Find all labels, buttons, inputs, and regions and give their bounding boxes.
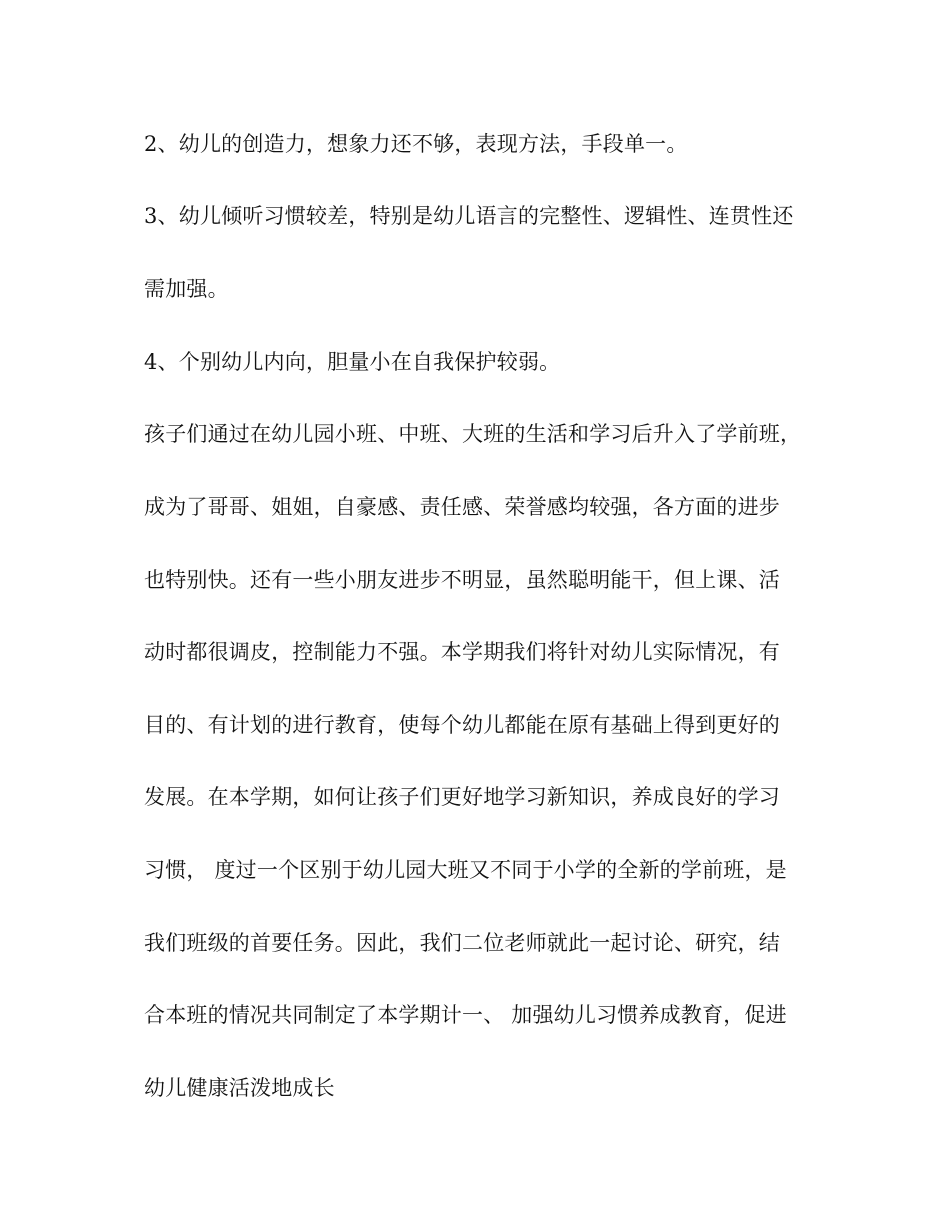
- text-line: 发展。在本学期，如何让孩子们更好地学习新知识，养成良好的学习: [144, 785, 780, 809]
- text-line: 2、幼儿的创造力，想象力还不够，表现方法，手段单一。: [144, 132, 688, 156]
- text-line: 我们班级的首要任务。因此，我们二位老师就此一起讨论、研究，结: [144, 931, 780, 955]
- text-line: 孩子们通过在幼儿园小班、中班、大班的生活和学习后升入了学前班，: [144, 422, 802, 446]
- text-line: 4、个别幼儿内向，胆量小在自我保护较弱。: [144, 350, 561, 374]
- text-line: 动时都很调皮，控制能力不强。本学期我们将针对幼儿实际情况，有: [144, 640, 780, 664]
- text-line: 3、幼儿倾听习惯较差，特别是幼儿语言的完整性、逻辑性、连贯性还: [144, 204, 794, 228]
- text-line: 目的、有计划的进行教育，使每个幼儿都能在原有基础上得到更好的: [144, 713, 780, 737]
- text-line: 幼儿健康活泼地成长: [144, 1076, 335, 1100]
- text-line: 成为了哥哥、姐姐，自豪感、责任感、荣誉感均较强，各方面的进步: [144, 495, 780, 519]
- text-line: 需加强。: [144, 277, 229, 301]
- text-line: 合本班的情况共同制定了本学期计一、 加强幼儿习惯养成教育，促进: [144, 1003, 787, 1027]
- text-line: 也特别快。还有一些小朋友进步不明显，虽然聪明能干，但上课、活: [144, 568, 780, 592]
- text-line: 习惯， 度过一个区别于幼儿园大班又不同于小学的全新的学前班，是: [144, 858, 787, 882]
